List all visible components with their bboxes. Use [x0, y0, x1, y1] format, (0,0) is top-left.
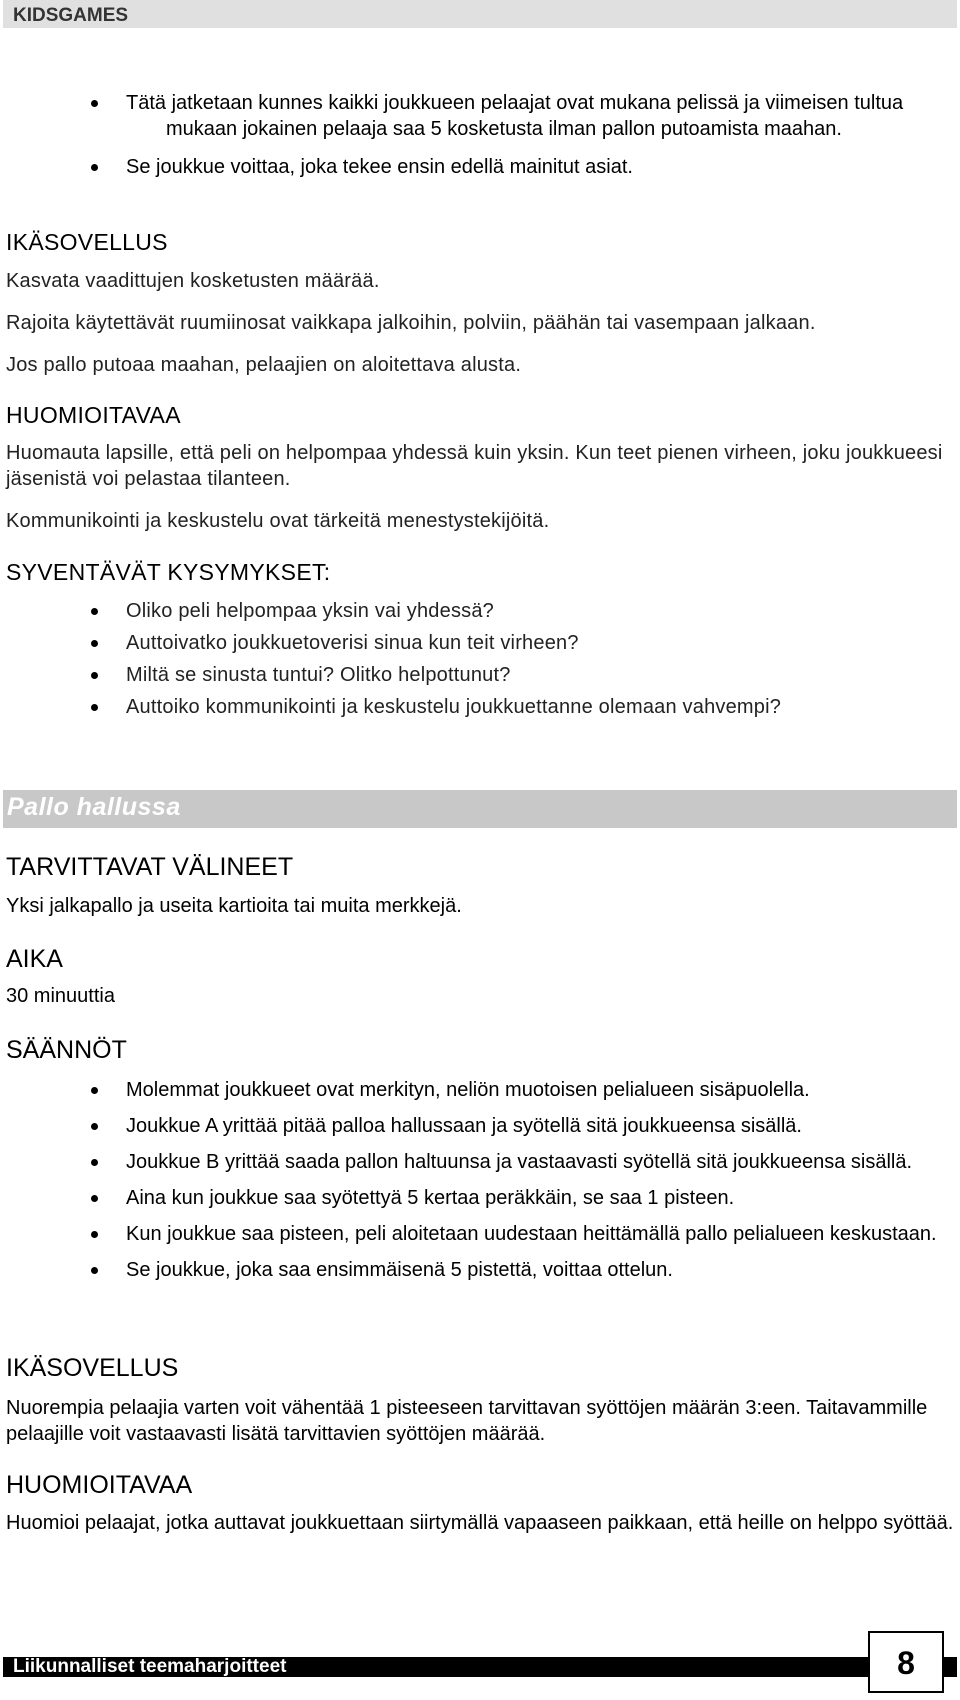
- list-item: Tätä jatketaan kunnes kaikki joukkueen pelaajat ovat mukana pelissä ja viimeisen tultua mukaan jokainen pelaaja saa 5 kosketusta ilman pallon putoamista maahan.: [6, 90, 954, 142]
- time-heading: AIKA: [6, 945, 63, 973]
- header-title: KIDSGAMES: [13, 5, 129, 26]
- rules-heading: SÄÄNNÖT: [6, 1036, 127, 1064]
- age-line-1: Kasvata vaadittujen kosketusten määrää.: [6, 270, 380, 292]
- footer-text: Liikunnalliset teemaharjoitteet: [13, 1656, 287, 1677]
- list-item: Se joukkue, joka saa ensimmäisenä 5 pistettä, voittaa ottelun.: [6, 1257, 954, 1283]
- section-banner: [3, 790, 957, 828]
- bullet-icon: [91, 640, 98, 647]
- age-line-2: Rajoita käytettävät ruumiinosat vaikkapa jalkoihin, polviin, päähän tai vasempaan jalkaan.: [6, 312, 816, 334]
- bullet-icon: [91, 608, 98, 615]
- list-item: Auttoivatko joukkuetoverisi sinua kun teit virheen?: [6, 630, 954, 656]
- header-bar: [3, 0, 957, 28]
- section-title: Pallo hallussa: [7, 793, 181, 821]
- note-heading-2: HUOMIOITAVAA: [6, 1471, 193, 1499]
- bullet-icon: [91, 1231, 98, 1238]
- bullet-icon: [91, 1159, 98, 1166]
- age-heading-2: IKÄSOVELLUS: [6, 1354, 179, 1382]
- bullet-icon: [91, 1123, 98, 1130]
- list-item: Joukkue A yrittää pitää palloa hallussaan ja syötellä sitä joukkueensa sisällä.: [6, 1113, 954, 1139]
- note-heading: HUOMIOITAVAA: [6, 402, 181, 428]
- list-item: Aina kun joukkue saa syötettyä 5 kertaa peräkkäin, se saa 1 pisteen.: [6, 1185, 954, 1211]
- equipment-text: Yksi jalkapallo ja useita kartioita tai muita merkkejä.: [6, 895, 462, 917]
- rules-list: [6, 1077, 954, 1283]
- bullet-icon: [91, 1267, 98, 1274]
- age-text-2: Nuorempia pelaajia varten voit vähentää 1 pisteeseen tarvittavan syöttöjen määrän 3:een. Taitavammille pelaajille voit vastaavasti lisätä tarvittavien syöttöjen määrää.: [6, 1397, 928, 1445]
- top-bullet-list: [6, 90, 954, 180]
- list-item: Joukkue B yrittää saada pallon haltuunsa ja vastaavasti syötellä sitä joukkueensa sisällä.: [6, 1149, 954, 1175]
- questions-list: [6, 598, 954, 720]
- list-item: Se joukkue voittaa, joka tekee ensin edellä mainitut asiat.: [6, 154, 954, 180]
- list-item: Miltä se sinusta tuntui? Olitko helpottunut?: [6, 662, 954, 688]
- bullet-icon: [91, 100, 98, 107]
- bullet-icon: [91, 704, 98, 711]
- note-text-2: Huomioi pelaajat, jotka auttavat joukkuettaan siirtymällä vapaaseen paikkaan, että heille on helppo syöttää.: [6, 1512, 954, 1534]
- age-heading: IKÄSOVELLUS: [6, 229, 168, 255]
- questions-heading: SYVENTÄVÄT KYSYMYKSET:: [6, 559, 331, 585]
- bullet-icon: [91, 672, 98, 679]
- bullet-icon: [91, 1087, 98, 1094]
- list-item: Oliko peli helpompaa yksin vai yhdessä?: [6, 598, 954, 624]
- note-line-1: Huomauta lapsille, että peli on helpompaa yhdessä kuin yksin. Kun teet pienen virheen, joku joukkueesi jäsenistä voi pelastaa tilanteen.: [6, 442, 943, 490]
- age-line-3: Jos pallo putoaa maahan, pelaajien on aloitettava alusta.: [6, 354, 522, 376]
- time-text: 30 minuuttia: [6, 985, 115, 1007]
- page-number: 8: [897, 1645, 915, 1681]
- equipment-heading: TARVITTAVAT VÄLINEET: [6, 853, 294, 881]
- footer-bar: [3, 1657, 957, 1677]
- list-item: Kun joukkue saa pisteen, peli aloitetaan uudestaan heittämällä pallo pelialueen keskustaan.: [6, 1221, 954, 1247]
- page-number-box: [868, 1631, 944, 1693]
- list-item: Molemmat joukkueet ovat merkityn, neliön muotoisen pelialueen sisäpuolella.: [6, 1077, 954, 1103]
- bullet-icon: [91, 164, 98, 171]
- list-item: Auttoiko kommunikointi ja keskustelu joukkuettanne olemaan vahvempi?: [6, 694, 954, 720]
- note-line-2: Kommunikointi ja keskustelu ovat tärkeitä menestystekijöitä.: [6, 510, 550, 532]
- bullet-icon: [91, 1195, 98, 1202]
